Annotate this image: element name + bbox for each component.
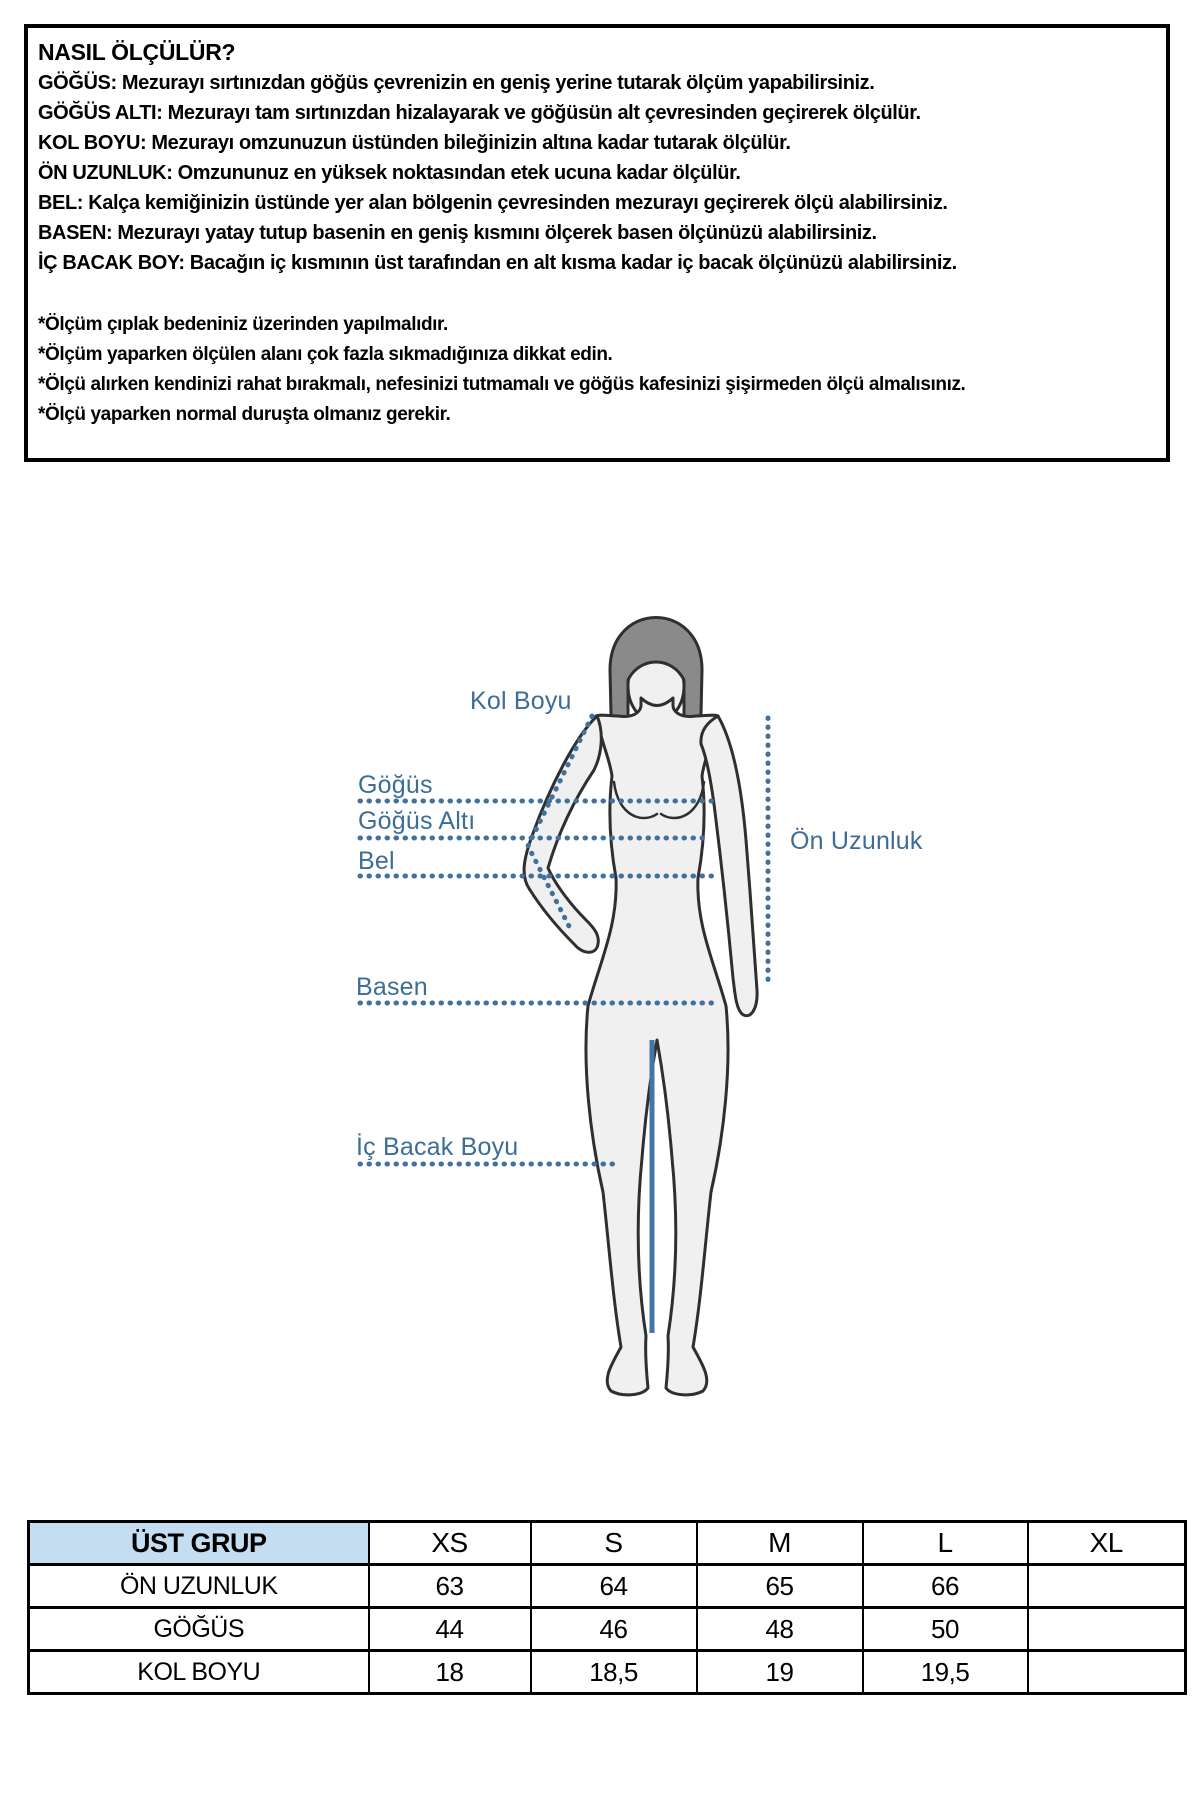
guide-note-line: *Ölçü yaparken normal duruşta olmanız gerekir. bbox=[38, 404, 451, 425]
measurement-diagram bbox=[0, 470, 1200, 1470]
size-cell: 66 bbox=[863, 1565, 1028, 1608]
guide-note-line: *Ölçü alırken kendinizi rahat bırakmalı, nefesinizi tutmamalı ve göğüs kafesinizi şişirmeden ölçü almalısınız. bbox=[38, 374, 966, 395]
size-cell: 64 bbox=[531, 1565, 697, 1608]
size-table-row-on-uzunluk bbox=[29, 1565, 1186, 1608]
size-table-col-l: L bbox=[863, 1522, 1028, 1565]
size-table-col-s: S bbox=[531, 1522, 697, 1565]
gogus-label: Göğüs bbox=[358, 771, 433, 799]
guide-instruction-line: GÖĞÜS: Mezurayı sırtınızdan göğüs çevrenizin en geniş yerine tutarak ölçüm yapabilirsiniz. bbox=[38, 72, 875, 94]
guide-instruction-line: BEL: Kalça kemiğinizin üstünde yer alan bölgenin çevresinden mezurayı geçirerek ölçü alabilirsiniz. bbox=[38, 192, 948, 214]
figure-silhouette-svg bbox=[0, 470, 1200, 1470]
size-cell bbox=[1028, 1565, 1186, 1608]
guide-title: NASIL ÖLÇÜLÜR? bbox=[38, 39, 236, 65]
size-cell bbox=[1028, 1608, 1186, 1651]
size-cell: 18,5 bbox=[531, 1651, 697, 1694]
size-table-row-kol-boyu bbox=[29, 1651, 1186, 1694]
measurement-guide-box bbox=[24, 24, 1170, 462]
guide-instruction-line: BASEN: Mezurayı yatay tutup basenin en geniş kısmını ölçerek basen ölçünüzü alabilirsiniz. bbox=[38, 222, 877, 244]
size-cell bbox=[1028, 1651, 1186, 1694]
gogus-alti-label: Göğüs Altı bbox=[358, 807, 476, 835]
size-table-col-xs: XS bbox=[369, 1522, 531, 1565]
guide-instruction-line: İÇ BACAK BOY: Bacağın iç kısmının üst tarafından en alt kısma kadar iç bacak ölçünüzü alabilirsiniz. bbox=[38, 252, 957, 274]
guide-instruction-line: ÖN UZUNLUK: Omzununuz en yüksek noktasından etek ucuna kadar ölçülür. bbox=[38, 162, 741, 184]
size-table-row-gogus bbox=[29, 1608, 1186, 1651]
size-cell: 50 bbox=[863, 1608, 1028, 1651]
size-cell: 63 bbox=[369, 1565, 531, 1608]
size-row-label: GÖĞÜS bbox=[29, 1608, 369, 1651]
guide-note-line: *Ölçüm yaparken ölçülen alanı çok fazla sıkmadığınıza dikkat edin. bbox=[38, 344, 613, 365]
size-cell: 19 bbox=[697, 1651, 863, 1694]
size-table-col-m: M bbox=[697, 1522, 863, 1565]
guide-instruction-line: KOL BOYU: Mezurayı omzunuzun üstünden bileğinizin altına kadar tutarak ölçülür. bbox=[38, 132, 791, 154]
size-table-group-header: ÜST GRUP bbox=[29, 1522, 369, 1565]
guide-notes bbox=[38, 310, 1154, 430]
kol-boyu-label: Kol Boyu bbox=[470, 687, 572, 715]
guide-instructions bbox=[38, 68, 1154, 278]
size-table-col-xl: XL bbox=[1028, 1522, 1186, 1565]
size-row-label: ÖN UZUNLUK bbox=[29, 1565, 369, 1608]
guide-instruction-line: GÖĞÜS ALTI: Mezurayı tam sırtınızdan hizalayarak ve göğüsün alt çevresinden geçirerek ölçülür. bbox=[38, 102, 921, 124]
size-cell: 19,5 bbox=[863, 1651, 1028, 1694]
basen-label: Basen bbox=[356, 973, 428, 1001]
on-uzunluk-label: Ön Uzunluk bbox=[790, 827, 923, 855]
guide-note-line: *Ölçüm çıplak bedeniniz üzerinden yapılmalıdır. bbox=[38, 314, 448, 335]
ic-bacak-boyu-label: İç Bacak Boyu bbox=[356, 1133, 519, 1161]
size-cell: 48 bbox=[697, 1608, 863, 1651]
size-cell: 46 bbox=[531, 1608, 697, 1651]
size-table-header-row bbox=[29, 1522, 1186, 1565]
size-cell: 65 bbox=[697, 1565, 863, 1608]
size-table bbox=[27, 1520, 1187, 1695]
size-cell: 18 bbox=[369, 1651, 531, 1694]
size-cell: 44 bbox=[369, 1608, 531, 1651]
bel-label: Bel bbox=[358, 847, 395, 875]
size-row-label: KOL BOYU bbox=[29, 1651, 369, 1694]
